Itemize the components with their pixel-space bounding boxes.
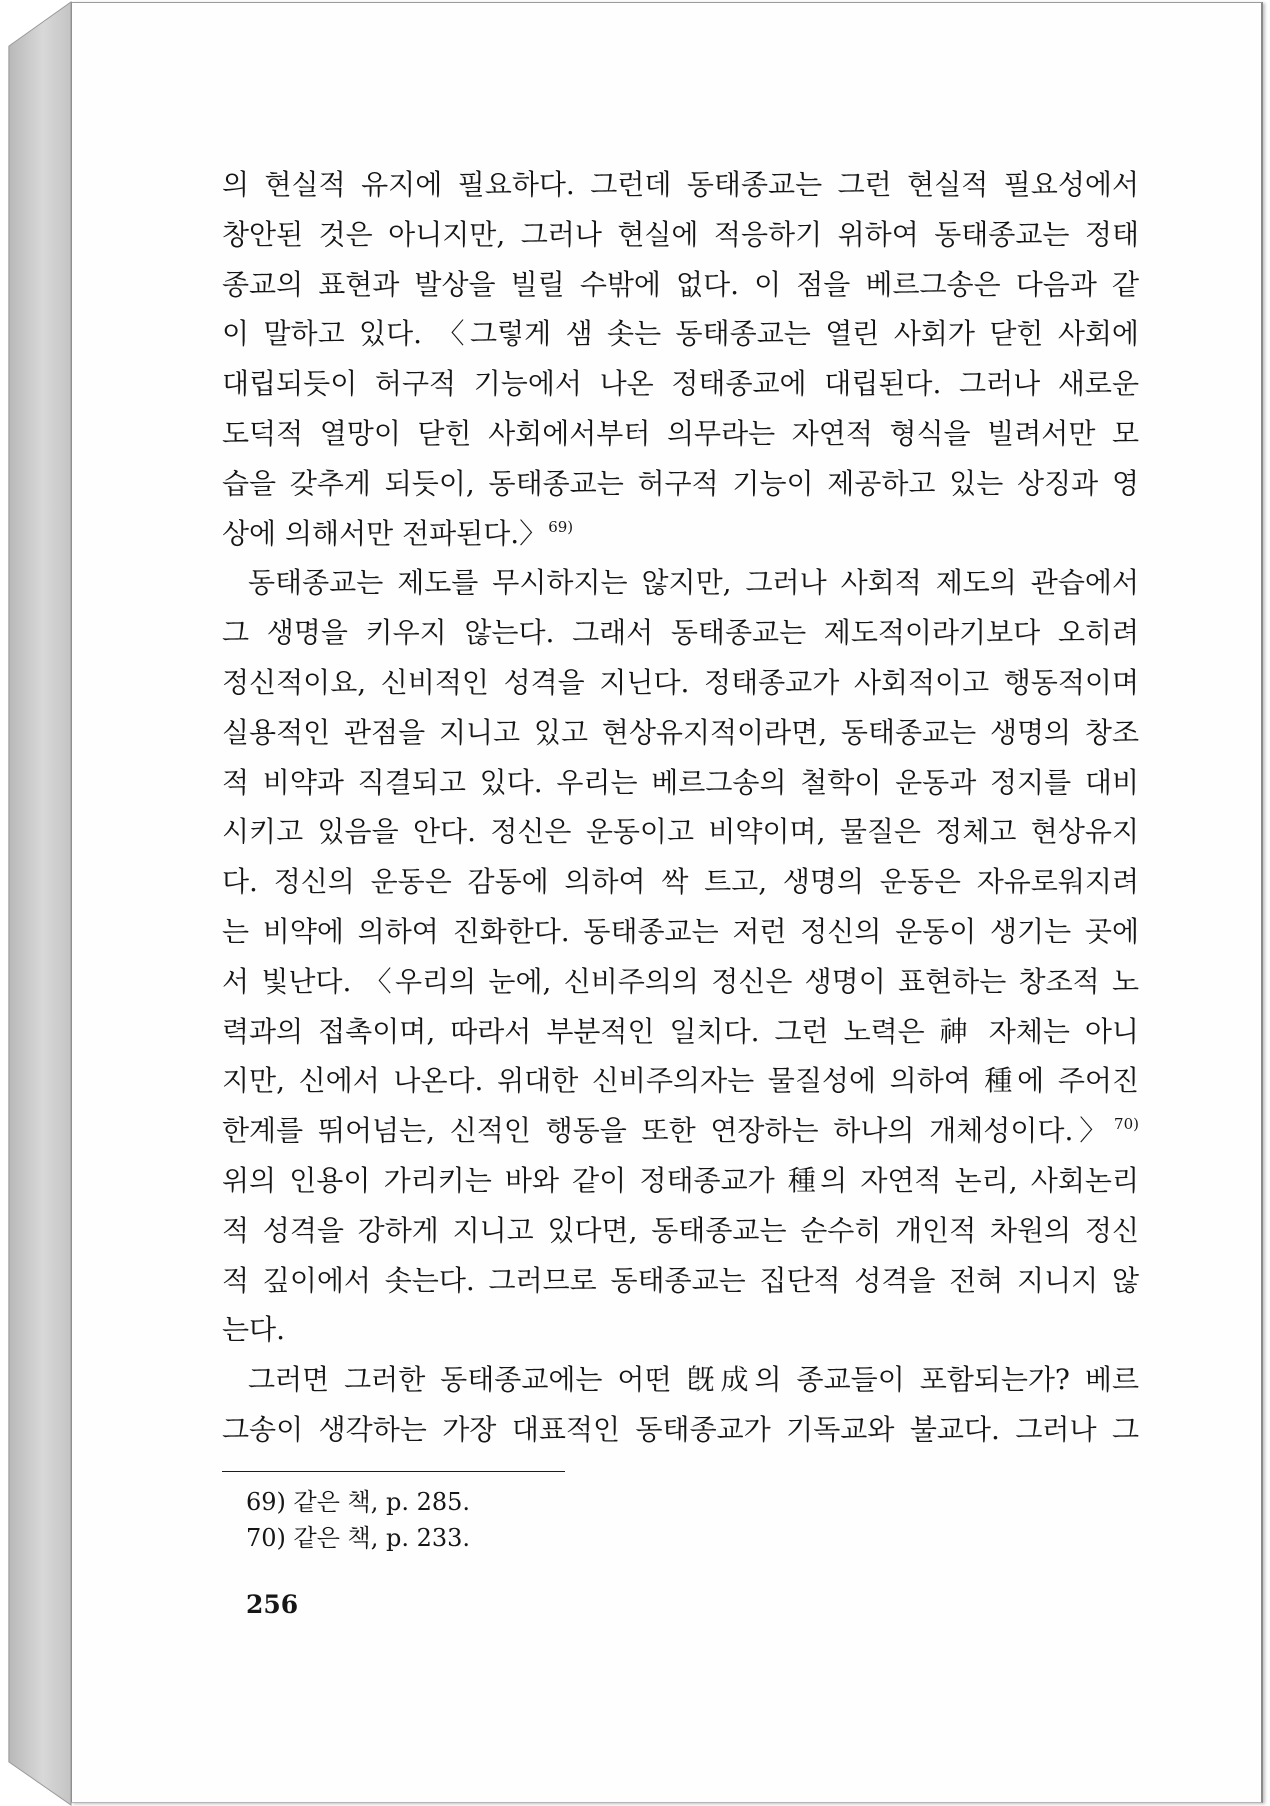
text-line: 이 말하고 있다. 〈그렇게 샘 솟는 동태종교는 열린 사회가 닫힌 사회에 (222, 317, 1139, 351)
text-line: 시키고 있음을 안다. 정신은 운동이고 비약이며, 물질은 정체고 현상유지 (222, 815, 1139, 849)
text-line: 대립되듯이 허구적 기능에서 나온 정태종교에 대립된다. 그러나 새로운 (222, 367, 1139, 401)
text-line: 지만, 신에서 나온다. 위대한 신비주의자는 물질성에 의하여 種에 주어진 (222, 1064, 1139, 1098)
book-spine (0, 0, 74, 1806)
text-line: 그송이 생각하는 가장 대표적인 동태종교가 기독교와 불교다. 그러나 그 (222, 1412, 1139, 1446)
text-line (222, 1106, 1139, 1156)
page-number: 256 (246, 1590, 299, 1619)
footnote-reference: 69) (548, 517, 574, 536)
text-line: 력과의 접촉이며, 따라서 부분적인 일치다. 그런 노력은 神 자체는 아니 (222, 1014, 1139, 1048)
text-line: 정신적이요, 신비적인 성격을 지닌다. 정태종교가 사회적이고 행동적이며 (222, 665, 1139, 699)
text-line: 창안된 것은 아니지만, 그러나 현실에 적응하기 위하여 동태종교는 정태 (222, 217, 1139, 251)
text-line: 위의 인용이 가리키는 바와 같이 정태종교가 種의 자연적 논리, 사회논리 (222, 1163, 1139, 1197)
text-line: 동태종교는 제도를 무시하지는 않지만, 그러나 사회적 제도의 관습에서 (248, 566, 1139, 600)
footnote: 70) 같은 책, p. 233. (246, 1524, 471, 1552)
text-line: 도덕적 열망이 닫힌 사회에서부터 의무라는 자연적 형식을 빌려서만 모 (222, 416, 1139, 450)
text-line: 는다. (222, 1313, 285, 1347)
footnotes (246, 1484, 946, 1556)
text-line: 그 생명을 키우지 않는다. 그래서 동태종교는 제도적이라기보다 오히려 (222, 616, 1139, 650)
footnote-divider (222, 1471, 565, 1472)
text-line: 의 현실적 유지에 필요하다. 그런데 동태종교는 그런 현실적 필요성에서 (222, 168, 1139, 201)
footnote: 69) 같은 책, p. 285. (246, 1488, 471, 1516)
text-line: 종교의 표현과 발상을 빌릴 수밖에 없다. 이 점을 베르그송은 다음과 같 (222, 267, 1139, 301)
text-line: 실용적인 관점을 지니고 있고 현상유지적이라면, 동태종교는 생명의 창조 (222, 715, 1139, 749)
book-page (71, 2, 1263, 1803)
text-line: 다. 정신의 운동은 감동에 의하여 싹 트고, 생명의 운동은 자유로워지려 (222, 865, 1139, 899)
text-line: 습을 갖추게 되듯이, 동태종교는 허구적 기능이 제공하고 있는 상징과 영 (222, 466, 1139, 500)
text-line: 서 빛난다. 〈우리의 눈에, 신비주의의 정신은 생명이 표현하는 창조적 노 (222, 964, 1139, 998)
text-line: 적 성격을 강하게 지니고 있다면, 동태종교는 순수히 개인적 차원의 정신 (222, 1213, 1139, 1247)
text-line: 적 깊이에서 솟는다. 그러므로 동태종교는 집단적 성격을 전혀 지니지 않 (222, 1263, 1139, 1297)
text-line: 적 비약과 직결되고 있다. 우리는 베르그송의 철학이 운동과 정지를 대비 (222, 765, 1139, 799)
footnote-reference: 70) (1114, 1115, 1139, 1134)
text-line-content: 한계를 뛰어넘는, 신적인 행동을 또한 연장하는 하나의 개체성이다.〉 (222, 1114, 1114, 1148)
body-text (222, 160, 1139, 1455)
text-line (222, 509, 1139, 559)
text-line: 그러면 그러한 동태종교에는 어떤 旣成의 종교들이 포함되는가? 베르 (248, 1363, 1139, 1397)
text-line: 는 비약에 의하여 진화한다. 동태종교는 저런 정신의 운동이 생기는 곳에 (222, 914, 1139, 948)
text-line-content: 상에 의해서만 전파된다.〉 (222, 516, 548, 550)
